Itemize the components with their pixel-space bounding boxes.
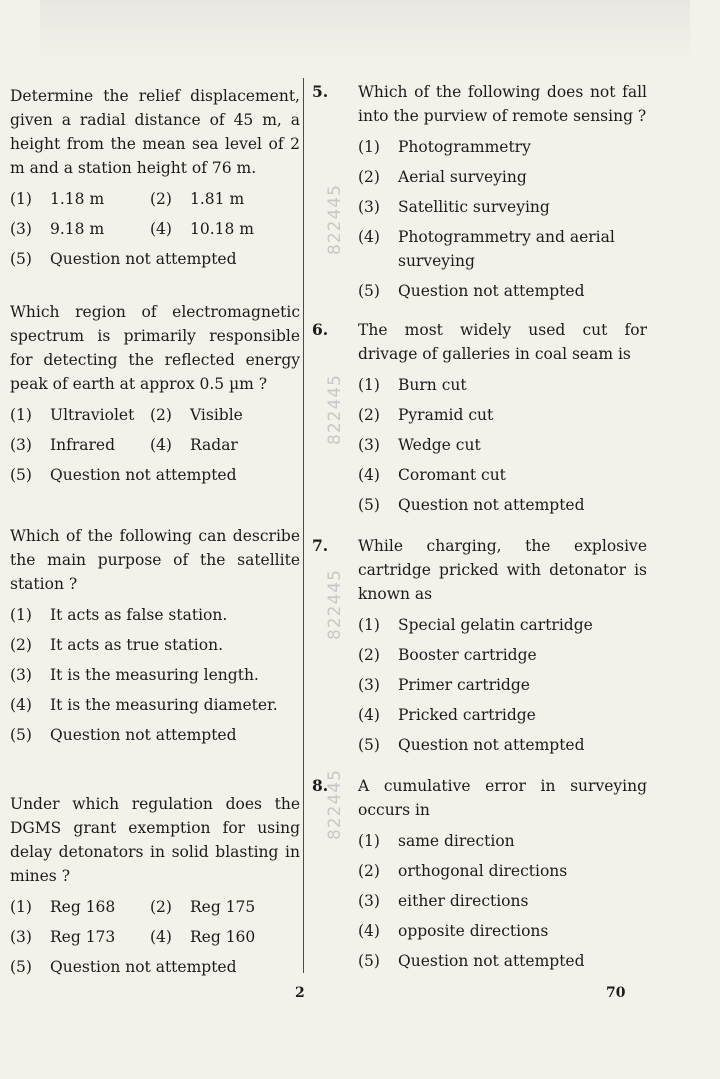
- question-text: A cumulative error in surveying occurs in: [358, 777, 647, 819]
- option: (1) same direction: [358, 832, 515, 850]
- option: (4) Pricked cartridge: [358, 706, 536, 724]
- option: (2) Visible: [150, 406, 243, 424]
- option: (3) 9.18 m: [10, 220, 105, 238]
- sheet-number: 70: [606, 985, 626, 1001]
- option: (2) Aerial surveying: [358, 168, 527, 186]
- option: (3) Primer cartridge: [358, 676, 530, 694]
- option: (4) Reg 160: [150, 928, 256, 946]
- option: (4) Photogrammetry and aerial surveying: [358, 228, 615, 270]
- column-divider: [303, 78, 304, 973]
- question-4: [10, 792, 300, 982]
- page-number: 2: [295, 985, 305, 1001]
- question-8: [312, 774, 647, 976]
- option: (5) Question not attempted: [10, 958, 237, 976]
- option: (1) Ultraviolet: [10, 406, 135, 424]
- option: (3) Infrared: [10, 436, 115, 454]
- option: (2) 1.81 m: [150, 190, 245, 208]
- option: (5) Question not attempted: [358, 496, 585, 514]
- question-6: [312, 318, 647, 520]
- option: (1) Reg 168: [10, 898, 116, 916]
- option: (4) It is the measuring diameter.: [10, 696, 278, 714]
- question-number: 5.: [312, 82, 329, 101]
- watermark: 822445: [325, 184, 345, 255]
- question-number: 6.: [312, 320, 329, 339]
- option: (1) Burn cut: [358, 376, 467, 394]
- question-text: Under which regulation does the DGMS grant exemption for using delay detonators in solid blasting in mines ?: [10, 795, 300, 885]
- option: (4) 10.18 m: [150, 220, 254, 238]
- option: (5) Question not attempted: [10, 726, 237, 744]
- question-3: [10, 524, 300, 750]
- option: (5) Question not attempted: [10, 466, 237, 484]
- option: (5) Question not attempted: [10, 250, 237, 268]
- question-5: [312, 80, 647, 306]
- option: (2) Reg 175: [150, 898, 256, 916]
- option: (4) Radar: [150, 436, 238, 454]
- option: (1) Special gelatin cartridge: [358, 616, 593, 634]
- option: (3) Satellitic surveying: [358, 198, 550, 216]
- option: (5) Question not attempted: [358, 952, 585, 970]
- option: (2) Pyramid cut: [358, 406, 494, 424]
- option: (2) It acts as true station.: [10, 636, 224, 654]
- option: (3) either directions: [358, 892, 529, 910]
- question-number: 7.: [312, 536, 329, 555]
- question-text: Determine the relief displacement, given a radial distance of 45 m, a height from the mean sea level of 2 m and a station height of 76 m.: [10, 87, 300, 177]
- option: (3) Reg 173: [10, 928, 116, 946]
- option: (1) 1.18 m: [10, 190, 105, 208]
- question-2: [10, 300, 300, 490]
- option: (2) Booster cartridge: [358, 646, 537, 664]
- option: (1) Photogrammetry: [358, 138, 531, 156]
- question-1: [10, 84, 300, 274]
- question-text: Which of the following can describe the main purpose of the satellite station ?: [10, 527, 300, 593]
- option: (5) Question not attempted: [358, 736, 585, 754]
- question-7: [312, 534, 647, 760]
- option: (2) orthogonal directions: [358, 862, 568, 880]
- option: (1) It acts as false station.: [10, 606, 228, 624]
- question-text: Which of the following does not fall into the purview of remote sensing ?: [358, 83, 647, 125]
- question-text: The most widely used cut for drivage of galleries in coal seam is: [358, 321, 647, 363]
- option: (3) It is the measuring length.: [10, 666, 259, 684]
- watermark: 822445: [325, 769, 345, 840]
- option: (4) Coromant cut: [358, 466, 506, 484]
- question-number: 8.: [312, 776, 329, 795]
- option: (3) Wedge cut: [358, 436, 481, 454]
- question-text: Which region of electromagnetic spectrum is primarily responsible for detecting the reflected energy peak of earth at approx 0.5 µm ?: [10, 303, 300, 393]
- bleed-through-header: [40, 0, 690, 60]
- option: (4) opposite directions: [358, 922, 549, 940]
- option: (5) Question not attempted: [358, 282, 585, 300]
- question-text: While charging, the explosive cartridge pricked with detonator is known as: [358, 537, 647, 603]
- watermark: 822445: [325, 569, 345, 640]
- watermark: 822445: [325, 374, 345, 445]
